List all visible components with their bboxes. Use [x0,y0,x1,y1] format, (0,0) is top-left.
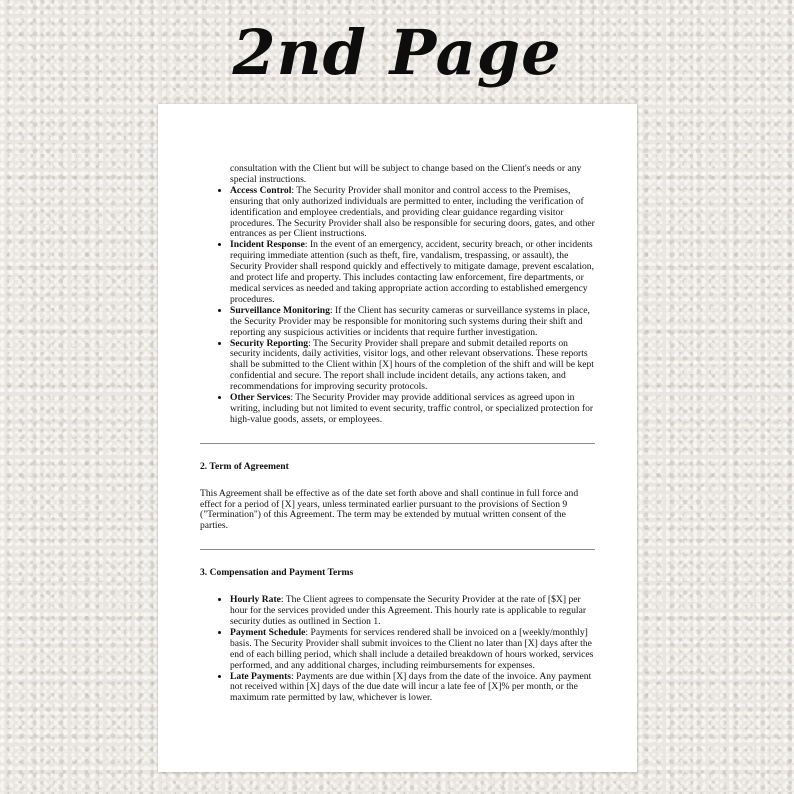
section1-list [200,186,595,426]
list-item-term: Surveillance Monitoring [230,304,330,316]
document-page [158,104,637,772]
list-item [230,306,595,339]
list-item [230,672,595,705]
list-item-term: Hourly Rate [230,594,281,606]
list-item-text: : If the Client has security cameras or surveillance systems in place, the Security Provider may be responsible for monitoring such systems during their shift and reporting any suspicious activities or incidents that require further investigation. [230,304,590,338]
list-item [230,186,595,241]
list-item-text: : The Security Provider shall monitor and control access to the Premises, ensuring that only authorized individuals are permitted to enter, including the verification of identification and employee credentials, and providing clear guidance regarding visitor procedures. The Security Provider shall also be responsible for securing doors, gates, and other entrances as per Client instructions. [230,184,595,240]
section-divider [200,443,595,444]
list-item-term: Payment Schedule [230,626,306,638]
list-item [230,628,595,672]
list-item-text: : Payments are due within [X] days from the date of the invoice. Any payment not received within [X] days of the due date will incur a late fee of [X]% per month, or the maximum rate permitted by law, whichever is lower. [230,670,592,704]
list-item [230,595,595,628]
section-divider [200,549,595,550]
list-item-term: Access Control [230,184,292,196]
intro-continuation: consultation with the Client but will be subject to change based on the Client's needs or any special instructions. [230,163,582,185]
page-banner-title: 2nd Page [232,16,562,89]
list-item-text: : The Client agrees to compensate the Security Provider at the rate of [$X] per hour for the services provided under this Agreement. This hourly rate is applicable to regular security duties as outlined in Section 1. [230,594,587,627]
list-item-term: Security Reporting [230,337,309,349]
section3-list [200,595,595,704]
list-item [230,240,595,305]
list-item-text: : Payments for services rendered shall be invoiced on a [weekly/monthly] basis. The Security Provider shall submit invoices to the Client no later than [X] days after the end of each billing period, which shall include a detailed breakdown of hours worked, services performed, and any additional charges, including reimbursements for expenses. [230,626,594,671]
list-item-text: : The Security Provider shall prepare and submit detailed reports on security incidents, daily activities, visitor logs, and other relevant observations. These reports shall be submitted to the Client within [X] hours of the completion of the shift and will be kept confidential and secure. The report shall include incident details, any actions taken, and recommendations for improving security protocols. [230,337,594,393]
list-item-term: Late Payments [230,670,292,682]
section2-body: This Agreement shall be effective as of the date set forth above and shall continue in full force and effect for a period of [X] years, unless terminated earlier pursuant to the provisions of Section 9 ("Termination") of this Agreement. The term may be extended by mutual written consent of the parties. [200,487,579,532]
section3-title: 3. Compensation and Payment Terms [200,567,354,579]
list-item-term: Other Services [230,392,291,404]
list-item-text: : In the event of an emergency, accident, security breach, or other incidents requiring immediate attention (such as theft, fire, vandalism, trespassing, or assault), the Security Provider shall respond quickly and effectively to mitigate damage, prevent escalation, and protect life and property. This includes contacting law enforcement, fire departments, or medical services as needed and taking appropriate action according to established emergency procedures. [230,239,595,305]
section2-title: 2. Term of Agreement [200,460,289,472]
list-item [230,393,595,426]
list-item-text: : The Security Provider may provide additional services as agreed upon in writing, including but not limited to event security, traffic control, or specialized protection for high-value goods, assets, or employees. [230,392,594,425]
list-item [230,339,595,394]
list-item-term: Incident Response [230,239,305,251]
